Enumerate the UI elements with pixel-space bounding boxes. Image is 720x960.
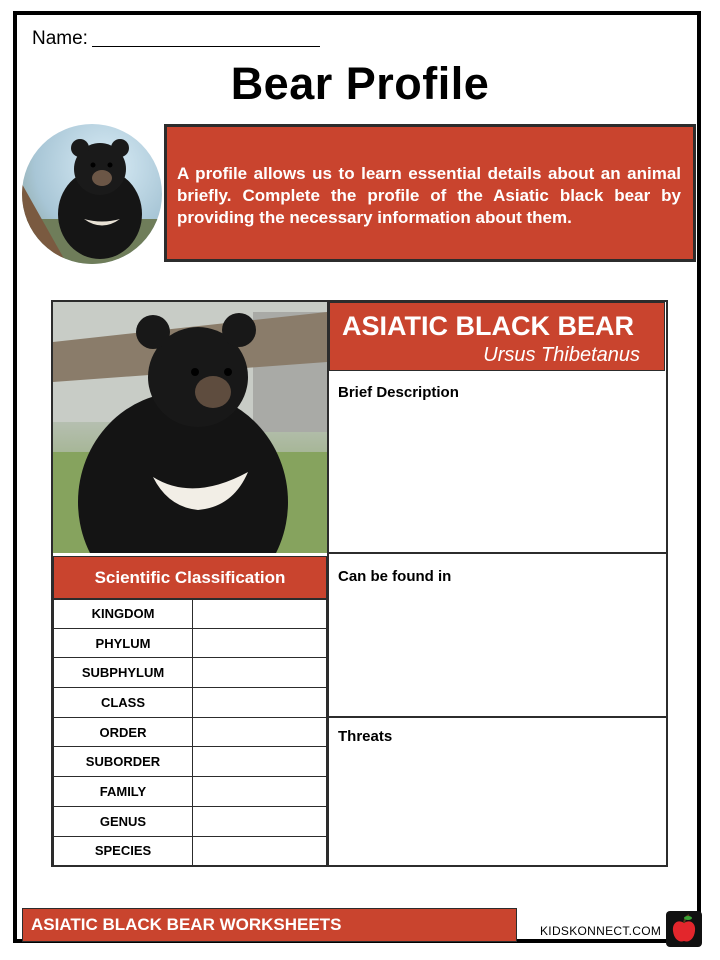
genus-label: GENUS — [54, 807, 193, 836]
family-label: FAMILY — [54, 777, 193, 806]
table-row — [53, 599, 327, 629]
table-row — [53, 747, 327, 777]
common-name: ASIATIC BLACK BEAR — [342, 311, 634, 341]
order-answer-cell[interactable] — [193, 718, 326, 747]
subphylum-answer-cell[interactable] — [193, 658, 326, 687]
page-title: Bear Profile — [230, 58, 490, 109]
class-label: CLASS — [54, 688, 193, 717]
bear-name-banner — [329, 302, 665, 371]
table-row — [53, 718, 327, 748]
intro-text-box: A profile allows us to learn essential details about an animal briefly. Complete the profile of the Asiatic black bear by providing the necessary information about them. — [164, 124, 696, 262]
class-answer-cell[interactable] — [193, 688, 326, 717]
footer-banner: ASIATIC BLACK BEAR WORKSHEETS — [22, 908, 517, 942]
brief-description-label: Brief Description — [338, 384, 459, 401]
subphylum-label: SUBPHYLUM — [54, 658, 193, 687]
classification-header: Scientific Classification — [53, 556, 327, 599]
name-label: Name: — [32, 28, 88, 49]
table-row — [53, 658, 327, 688]
footer-site-link[interactable]: KIDSKONNECT.COM — [540, 924, 662, 938]
kingdom-answer-cell[interactable] — [193, 600, 326, 628]
species-label: SPECIES — [54, 837, 193, 866]
kingdom-label: KINGDOM — [54, 600, 193, 628]
scientific-name: Ursus Thibetanus — [483, 344, 640, 366]
table-row — [53, 777, 327, 807]
apple-icon — [666, 911, 702, 947]
threats-label: Threats — [338, 728, 393, 745]
column-divider — [327, 302, 329, 865]
name-input-line[interactable] — [92, 46, 320, 47]
table-row — [53, 807, 327, 837]
phylum-answer-cell[interactable] — [193, 629, 326, 658]
classification-table — [53, 599, 327, 866]
table-row — [53, 688, 327, 718]
bear-thumbnail-photo — [22, 124, 162, 264]
species-answer-cell[interactable] — [193, 837, 326, 866]
order-label: ORDER — [54, 718, 193, 747]
bear-main-photo — [53, 302, 327, 553]
phylum-label: PHYLUM — [54, 629, 193, 658]
table-row — [53, 837, 327, 867]
family-answer-cell[interactable] — [193, 777, 326, 806]
genus-answer-cell[interactable] — [193, 807, 326, 836]
suborder-label: SUBORDER — [54, 747, 193, 776]
suborder-answer-cell[interactable] — [193, 747, 326, 776]
divider — [327, 716, 666, 718]
found-in-label: Can be found in — [338, 568, 452, 585]
table-row — [53, 629, 327, 659]
divider — [327, 552, 666, 554]
